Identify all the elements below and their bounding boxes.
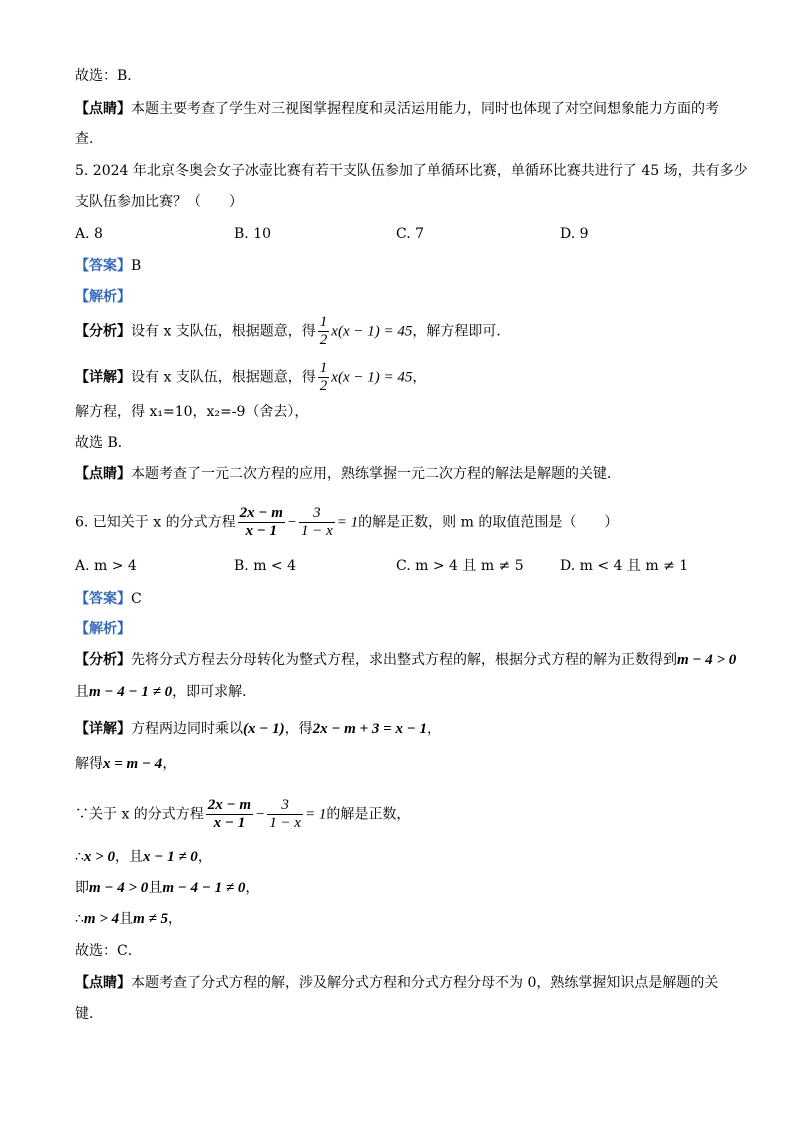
fraction-numerator: 1 [319, 314, 328, 330]
fenxi-math-1: m − 4 > 0 [677, 652, 737, 668]
fraction-numerator: 3 [267, 797, 303, 815]
fenxi-math-2: m − 4 − 1 ≠ 0 [89, 684, 173, 700]
q6-solve-line [75, 754, 176, 774]
prev-remark-line [75, 99, 719, 119]
equation-tail: x(x − 1) = 45 [331, 323, 413, 340]
minus-sign: − [286, 514, 297, 531]
q5-option-b: B. 10 [234, 226, 272, 242]
q6-stem-end: 的解是正数，则 m 的取值范围是（ ） [358, 514, 619, 531]
q5-fenxi-line [75, 314, 510, 349]
remark-tag: 【点睛】 [75, 101, 131, 117]
q6-option-a: A. m > 4 [75, 558, 137, 574]
fenxi-tag: 【分析】 [75, 323, 131, 340]
q6-because-line [75, 797, 410, 832]
ji-text: 即 [75, 880, 89, 896]
remark-text: 本题考查了一元二次方程的应用，熟练掌握一元二次方程的解法是解题的关键． [131, 466, 621, 482]
q6-stem-start: 6. 已知关于 x 的分式方程 [75, 514, 236, 531]
q6-option-c: C. m > 4 且 m ≠ 5 [396, 558, 524, 574]
ji-math-1: m − 4 > 0 [89, 880, 149, 896]
fenxi-text-2: 且 [75, 684, 89, 700]
fraction-denominator: 2 [319, 378, 328, 394]
equals-one: = 1 [304, 806, 327, 823]
equals-one: = 1 [336, 514, 359, 531]
q5-solve-line: 解方程，得 x₁=10，x₂=-9（舍去）， [75, 404, 309, 420]
analysis-tag: 【解析】 [75, 289, 131, 305]
q5-option-d: D. 9 [560, 226, 589, 242]
q6-xiangjie-line [75, 719, 441, 739]
solve-text: 解得 [75, 756, 103, 772]
q5-remark-line [75, 464, 621, 484]
fraction-denominator: 1 − x [301, 523, 333, 539]
fenxi-text: 设有 x 支队伍，根据题意，得 [131, 323, 316, 340]
q6-choose-line: 故选：C． [75, 943, 142, 959]
xiangjie-math-1: (x − 1) [243, 721, 285, 737]
answer-value: B [131, 258, 142, 274]
q6-ji-line [75, 878, 259, 898]
fraction-denominator: 1 − x [269, 815, 301, 831]
therefore-mid: 且 [119, 911, 134, 927]
fraction-numerator: 3 [299, 505, 335, 523]
fraction-denominator: 2 [319, 332, 328, 348]
half-fraction [318, 360, 330, 395]
q6-fraction-1 [238, 505, 285, 540]
xiangjie-text-end: ， [412, 369, 427, 386]
therefore-symbol: ∴ [75, 849, 84, 865]
q6-therefore-line-1 [75, 847, 212, 867]
solve-math: x = m − 4 [103, 756, 163, 772]
remark-text: 本题考查了分式方程的解，涉及解分式方程和分式方程分母不为 0，熟练掌握知识点是解题的关 [131, 975, 719, 991]
fraction-denominator: x − 1 [213, 815, 246, 831]
xiangjie-text-mid: ，得 [284, 721, 313, 737]
solve-end: ， [162, 756, 177, 772]
therefore-math-1: x > 0 [83, 849, 115, 865]
q6-analysis-tag [75, 619, 131, 639]
fenxi-text-3: ，即可求解． [172, 684, 257, 700]
fenxi-text: 先将分式方程去分母转化为整式方程，求出整式方程的解，根据分式方程的解为正数得到 [131, 652, 677, 668]
fenxi-text-end: ，解方程即可． [412, 323, 511, 340]
therefore-symbol: ∴ [75, 911, 84, 927]
q5-analysis-tag [75, 287, 131, 307]
q6-option-b: B. m < 4 [234, 558, 297, 574]
therefore-math-1: m > 4 [83, 911, 120, 927]
xiangjie-text: 方程两边同时乘以 [131, 721, 243, 737]
answer-tag: 【答案】 [75, 591, 131, 607]
q5-option-a: A. 8 [75, 226, 103, 242]
ji-math-2: m − 4 − 1 ≠ 0 [162, 880, 246, 896]
q6-therefore-line-2 [75, 909, 182, 929]
fraction-denominator: x − 1 [245, 523, 278, 539]
answer-tag: 【答案】 [75, 258, 131, 274]
therefore-math-2: m ≠ 5 [133, 911, 169, 927]
xiangjie-math-2: 2x − m + 3 = x − 1 [312, 721, 428, 737]
xiangjie-text: 设有 x 支队伍，根据题意，得 [131, 369, 316, 386]
q6-fraction-1 [206, 797, 253, 832]
remark-tag: 【点睛】 [75, 466, 131, 482]
therefore-mid: ，且 [114, 849, 143, 865]
prev-remark-line-2: 查． [75, 131, 103, 147]
therefore-end: ， [197, 849, 212, 865]
ji-mid: 且 [148, 880, 163, 896]
q5-xiangjie-line [75, 360, 426, 395]
q6-fraction-2 [299, 505, 335, 540]
prev-answer-line: 故选：B． [75, 68, 142, 84]
q5-answer-line [75, 256, 141, 276]
fenxi-tag: 【分析】 [75, 652, 131, 668]
ji-end: ， [245, 880, 260, 896]
minus-sign: − [255, 806, 266, 823]
xiangjie-tag: 【详解】 [75, 369, 131, 386]
therefore-end: ， [168, 911, 183, 927]
fraction-numerator: 2x − m [239, 505, 283, 521]
q6-answer-line [75, 589, 142, 609]
answer-value: C [131, 591, 142, 607]
q6-fenxi-line-2 [75, 682, 256, 702]
remark-text: 本题主要考查了学生对三视图掌握程度和灵活运用能力，同时也体现了对空间想象能力方面的考 [131, 101, 719, 117]
q6-remark-line-2: 键． [75, 1006, 103, 1022]
analysis-tag: 【解析】 [75, 621, 131, 637]
fraction-numerator: 2x − m [207, 797, 252, 813]
q5-stem-line-1: 5. 2024 年北京冬奥会女子冰壶比赛有若干支队伍参加了单循环比赛，单循环比赛共进行了 45 场，共有多少 [75, 163, 748, 179]
xiangjie-tag: 【详解】 [75, 721, 131, 737]
q5-option-c: C. 7 [396, 226, 425, 242]
because-text: ∵关于 x 的分式方程 [75, 806, 204, 823]
therefore-math-2: x − 1 ≠ 0 [142, 849, 198, 865]
q6-fenxi-line-1 [75, 650, 736, 670]
q6-stem-line [75, 505, 618, 540]
q5-choose-line: 故选 B． [75, 435, 132, 451]
xiangjie-text-end: ， [427, 721, 442, 737]
q6-fraction-2 [267, 797, 303, 832]
half-fraction [318, 314, 330, 349]
equation-tail: x(x − 1) = 45 [331, 369, 413, 386]
fraction-numerator: 1 [319, 360, 328, 376]
because-end: 的解是正数， [326, 806, 411, 823]
q5-stem-line-2: 支队伍参加比赛？（ ） [75, 194, 243, 210]
q6-remark-line-1 [75, 973, 718, 993]
q6-option-d: D. m < 4 且 m ≠ 1 [560, 558, 689, 574]
remark-tag: 【点睛】 [75, 975, 131, 991]
